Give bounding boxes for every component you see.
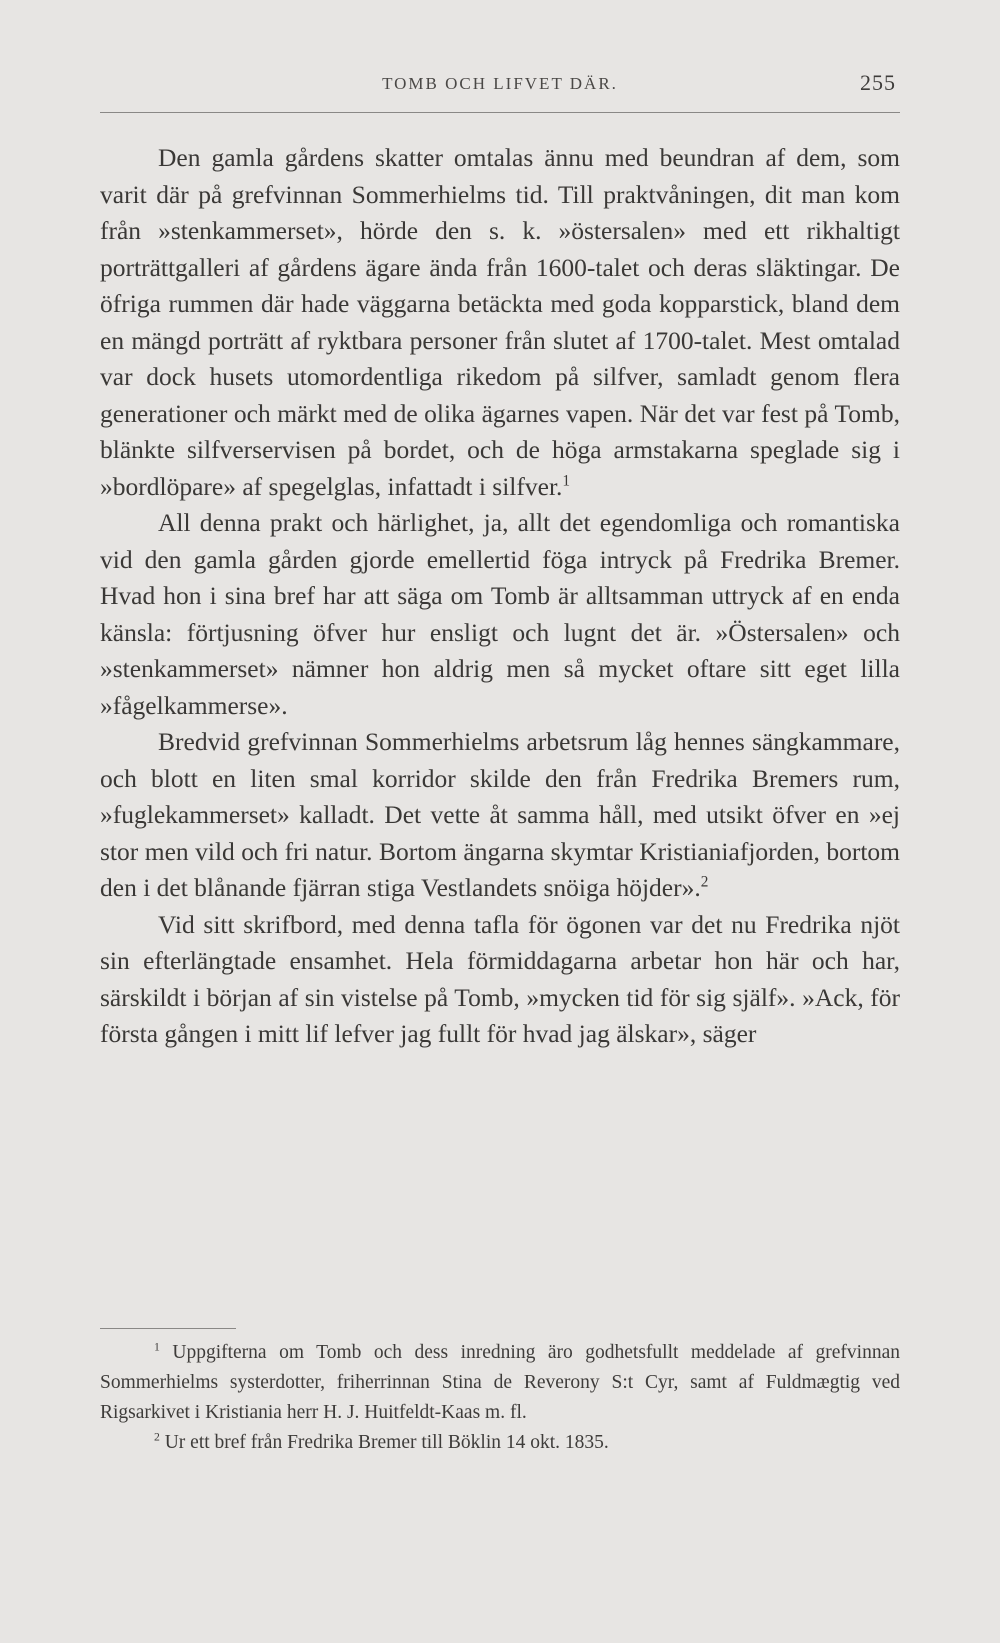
paragraph xyxy=(100,140,900,505)
paragraph xyxy=(100,907,900,1053)
footnote-text: Uppgifterna om Tomb och dess inredning äro godhetsfullt meddelade af grefvinnan Sommerhielms systerdotter, friherrinnan Stina de Reverony S:t Cyr, samt af Fuldmægtig ved Rigsarkivet i Kristiania herr H. J. Huitfeldt-Kaas m. fl. xyxy=(100,1342,900,1423)
footnote xyxy=(100,1338,900,1428)
running-title: TOMB OCH LIFVET DÄR. xyxy=(382,74,618,93)
footnote-text: Ur ett bref från Fredrika Bremer till Böklin 14 okt. 1835. xyxy=(164,1432,609,1453)
footnote-mark: 1 xyxy=(154,1340,160,1354)
paragraph-text: Vid sitt skrifbord, med denna tafla för ögonen var det nu Fredrika njöt sin efterlängtade ensamhet. Hela förmiddagarna arbetar hon här och har, särskildt i början af sin vistelse på Tomb, »mycken tid för sig själf». »Ack, för första gången i mitt lif lefver jag fullt för hvad jag älskar», säger xyxy=(100,909,900,1048)
footnote-reference: 1 xyxy=(562,472,571,489)
body-text xyxy=(100,140,900,1053)
footnote-mark: 2 xyxy=(154,1430,160,1444)
paragraph-text: Den gamla gårdens skatter omtalas ännu med beundran af dem, som varit där på grefvinnan Sommerhielms tid. Till praktvåningen, dit man kom från »stenkammerset», hörde den s. k. »östersalen» med ett rikhaltigt porträttgalleri af gårdens ägare ända från 1600-talet och deras släktingar. De öfriga rummen där hade väggarna betäckta med goda kopparstick, bland dem en mängd porträtt af ryktbara personer från slutet af 1700-talet. Mest omtalad var dock husets utomordentliga rikedom på silfver, samladt genom flera generationer och märkt med de olika ägarnes vapen. När det var fest på Tomb, blänkte silfverservisen på bordet, och de höga armstakarna speglade sig i »bordlöpare» af spegelglas, infattadt i silfver. xyxy=(100,143,900,501)
footnote-reference: 2 xyxy=(700,873,709,891)
page-number: 255 xyxy=(860,70,896,95)
footnote-rule xyxy=(100,1328,236,1329)
paragraph xyxy=(100,505,900,724)
footnote xyxy=(100,1428,900,1458)
paragraph-text: All denna prakt och härlighet, ja, allt det egendomliga och romantiska vid den gamla gården gjorde emellertid föga intryck på Fredrika Bremer. Hvad hon i sina bref har att säga om Tomb är alltsamman uttryck af en enda känsla: förtjusning öfver hur ensligt och lugnt det är. »Östersalen» och »stenkammerset» nämner hon aldrig men så mycket oftare sitt eget lilla »fågelkammerse». xyxy=(100,508,900,720)
paragraph-text: Bredvid grefvinnan Sommerhielms arbetsrum låg hennes sängkammare, och blott en liten smal korridor skilde den från Fredrika Bremers rum, »fuglekammerset» kalladt. Det vette åt samma håll, med utsikt öfver en »ej stor men vild och fri natur. Bortom ängarna skymtar Kristianiafjorden, bortom den i det blånande fjärran stiga Vestlandets snöiga höjder». xyxy=(100,727,900,902)
header-rule xyxy=(100,112,900,113)
paragraph xyxy=(100,724,900,907)
running-head xyxy=(100,70,900,104)
footnotes xyxy=(100,1338,900,1458)
